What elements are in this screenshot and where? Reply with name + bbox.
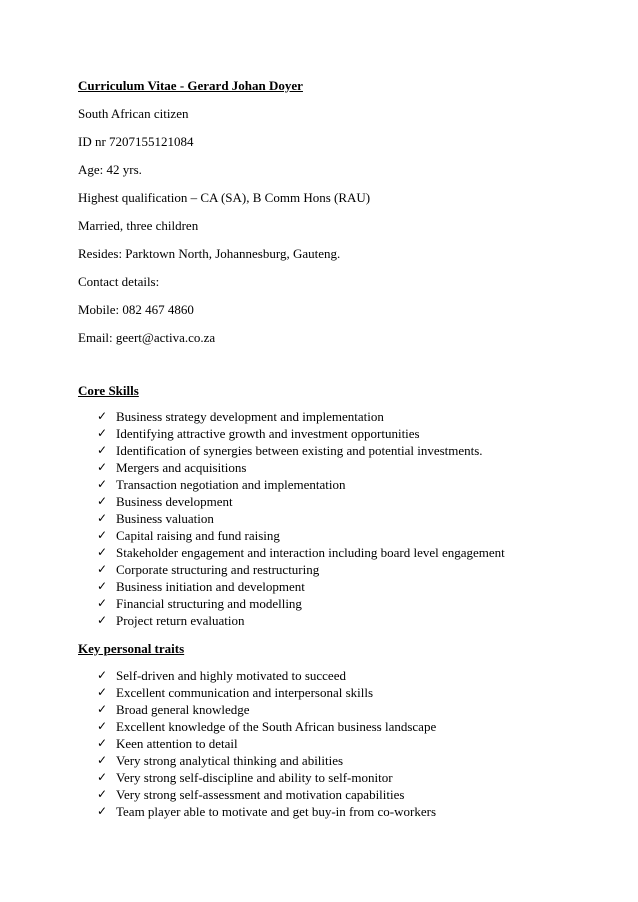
- checkmark-icon: ✓: [96, 804, 108, 818]
- checkmark-icon: ✓: [96, 613, 108, 627]
- list-item-text: Transaction negotiation and implementation: [116, 477, 346, 492]
- list-item-text: Very strong self-assessment and motivation capabilities: [116, 787, 405, 802]
- checkmark-icon: ✓: [96, 460, 108, 474]
- list-item-text: Project return evaluation: [116, 613, 245, 628]
- checkmark-icon: ✓: [96, 668, 108, 682]
- detail-contact-heading: Contact details:: [78, 274, 160, 289]
- list-item-text: Broad general knowledge: [116, 702, 250, 717]
- checkmark-icon: ✓: [96, 770, 108, 784]
- checkmark-icon: ✓: [96, 426, 108, 440]
- list-item-text: Identification of synergies between existing and potential investments.: [116, 443, 483, 458]
- list-item-text: Capital raising and fund raising: [116, 528, 280, 543]
- checkmark-icon: ✓: [96, 685, 108, 699]
- core-skills-heading: Core Skills: [78, 383, 139, 398]
- checkmark-icon: ✓: [96, 494, 108, 508]
- list-item-text: Financial structuring and modelling: [116, 596, 302, 611]
- list-item-text: Self-driven and highly motivated to succeed: [116, 668, 346, 683]
- checkmark-icon: ✓: [96, 596, 108, 610]
- detail-id-number: ID nr 7207155121084: [78, 134, 194, 149]
- traits-heading: Key personal traits: [78, 641, 185, 656]
- list-item-text: Team player able to motivate and get buy-in from co-workers: [116, 804, 437, 819]
- checkmark-icon: ✓: [96, 409, 108, 423]
- checkmark-icon: ✓: [96, 702, 108, 716]
- list-item-text: Excellent knowledge of the South African business landscape: [116, 719, 437, 734]
- checkmark-icon: ✓: [96, 579, 108, 593]
- list-item-text: Identifying attractive growth and investment opportunities: [116, 426, 420, 441]
- checkmark-icon: ✓: [96, 511, 108, 525]
- list-item-text: Business initiation and development: [116, 579, 305, 594]
- detail-residence: Resides: Parktown North, Johannesburg, Gauteng.: [78, 246, 341, 261]
- checkmark-icon: ✓: [96, 736, 108, 750]
- checkmark-icon: ✓: [96, 443, 108, 457]
- checkmark-icon: ✓: [96, 562, 108, 576]
- detail-age: Age: 42 yrs.: [78, 162, 142, 177]
- detail-mobile: Mobile: 082 467 4860: [78, 302, 194, 317]
- checkmark-icon: ✓: [96, 753, 108, 767]
- checkmark-icon: ✓: [96, 545, 108, 559]
- list-item-text: Business strategy development and implementation: [116, 409, 384, 424]
- checkmark-icon: ✓: [96, 528, 108, 542]
- list-item-text: Keen attention to detail: [116, 736, 238, 751]
- list-item-text: Business development: [116, 494, 233, 509]
- detail-marital-status: Married, three children: [78, 218, 199, 233]
- list-item-text: Mergers and acquisitions: [116, 460, 247, 475]
- list-item-text: Excellent communication and interpersonal skills: [116, 685, 374, 700]
- cv-title: Curriculum Vitae - Gerard Johan Doyer: [78, 78, 303, 93]
- detail-email: Email: geert@activa.co.za: [78, 330, 216, 345]
- detail-qualification: Highest qualification – CA (SA), B Comm Hons (RAU): [78, 190, 371, 205]
- checkmark-icon: ✓: [96, 477, 108, 491]
- checkmark-icon: ✓: [96, 787, 108, 801]
- checkmark-icon: ✓: [96, 719, 108, 733]
- list-item-text: Very strong self-discipline and ability to self-monitor: [116, 770, 393, 785]
- detail-citizenship: South African citizen: [78, 106, 189, 121]
- list-item-text: Corporate structuring and restructuring: [116, 562, 320, 577]
- list-item-text: Business valuation: [116, 511, 214, 526]
- list-item-text: Stakeholder engagement and interaction including board level engagement: [116, 545, 505, 560]
- list-item-text: Very strong analytical thinking and abilities: [116, 753, 344, 768]
